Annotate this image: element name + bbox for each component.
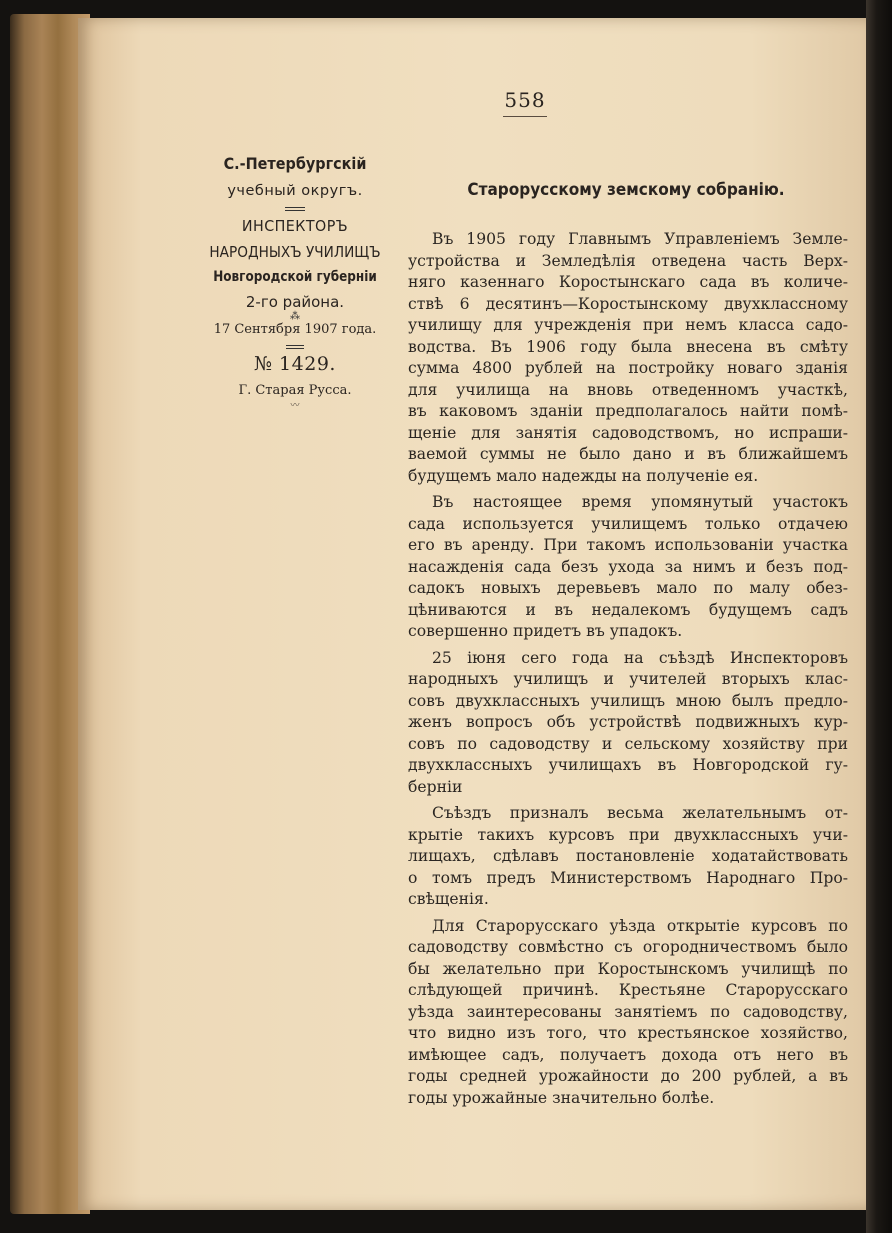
paragraph-line: свѣщенія. <box>408 890 489 908</box>
article-paragraph <box>408 229 848 487</box>
paragraph-line: ваемой суммы не было дано и въ ближайшемъ <box>408 445 848 463</box>
letterhead-divider-2 <box>286 345 304 349</box>
paragraph-line: совершенно придетъ въ упадокъ. <box>408 622 683 640</box>
paragraph-line: лищахъ, сдѣлавъ постановленіе ходатайствовать <box>408 847 848 865</box>
paragraph-line: женъ вопросъ объ устройствѣ подвижныхъ кур- <box>408 713 848 731</box>
paragraph-line: насажденія сада безъ ухода за нимъ и безъ под- <box>408 557 848 576</box>
paragraph-line: совъ двухклассныхъ училищъ мною былъ предло- <box>408 691 848 710</box>
paragraph-line: берніи <box>408 777 463 796</box>
article-paragraph <box>408 803 848 911</box>
article-paragraph <box>408 492 848 643</box>
book-right-edge <box>866 0 892 1233</box>
paragraph-line: училищу для учрежденія при немъ класса садо- <box>408 316 848 334</box>
paragraph-line: садоводству совмѣстно съ огородничествомъ было <box>408 938 848 956</box>
article-title: Старорусскому земскому собранію. <box>467 180 785 200</box>
letterhead-region: 2-го района. <box>245 293 345 311</box>
paragraph-line: двухклассныхъ училищахъ въ Новгородской гу- <box>408 756 848 774</box>
paragraph-line: о томъ предъ Министерствомъ Народнаго Про- <box>408 868 848 887</box>
paragraph-line: будущемъ мало надежды на полученіе ея. <box>408 466 759 485</box>
letterhead-district-2: учебный округъ. <box>227 183 363 199</box>
paragraph-line: его въ аренду. При такомъ использованіи участка <box>408 536 848 554</box>
paragraph-line: щеніе для занятія садоводствомъ, но испраши- <box>408 423 848 442</box>
paragraph-line: Съѣздъ призналъ весьма желательнымъ от- <box>432 804 848 822</box>
paragraph-line: 25 іюня сего года на съѣздѣ Инспекторовъ <box>432 648 848 667</box>
paragraph-line: годы средней урожайности до 200 рублей, а въ <box>408 1067 848 1085</box>
article-paragraph <box>408 916 848 1110</box>
ornament-icon: ⁂ <box>290 311 300 322</box>
article-body <box>408 229 848 1109</box>
paragraph-line: годы урожайные значительно болѣе. <box>408 1088 715 1107</box>
paragraph-line: устройства и Земледѣлія отведена часть Верх- <box>408 251 848 270</box>
paragraph-line: народныхъ училищъ и учителей вторыхъ клас- <box>408 670 848 688</box>
paragraph-line: садокъ новыхъ деревьевъ мало по малу обез- <box>408 579 848 597</box>
letterhead-schools: НАРОДНЫХЪ УЧИЛИЩЪ <box>209 243 381 261</box>
paragraph-line: сумма 4800 рублей на постройку новаго зданія <box>408 359 848 377</box>
paragraph-line: слѣдующей причинѣ. Крестьяне Старорусскаго <box>408 981 848 999</box>
paragraph-line: для училища на вновь отведенномъ участкѣ, <box>408 380 848 399</box>
letterhead-divider <box>285 207 305 211</box>
paragraph-line: сада используется училищемъ только отдачею <box>408 514 848 533</box>
paragraph-line: Для Старорусскаго уѣзда открытіе курсовъ по <box>432 916 848 935</box>
letterhead-province: Новгородской губерніи <box>213 269 377 285</box>
letterhead-inspector: ИНСПЕКТОРЪ <box>241 217 349 235</box>
paragraph-line: въ каковомъ зданіи предполагалось найти помѣ- <box>408 402 848 420</box>
paragraph-line: няго казеннаго Коростынскаго сада въ количе- <box>408 273 848 291</box>
page-number-underline <box>503 116 547 117</box>
letterhead-date: 17 Сентября 1907 года. <box>213 322 377 337</box>
paragraph-line: крытіе такихъ курсовъ при двухклассныхъ учи- <box>408 825 848 844</box>
paragraph-line: бы желательно при Коростынскомъ училищѣ по <box>408 959 848 978</box>
paragraph-line: Въ 1905 году Главнымъ Управленіемъ Земле- <box>432 230 848 248</box>
letterhead-place: Г. Старая Русса. <box>238 383 352 398</box>
paragraph-line: ствѣ 6 десятинъ—Коростынскому двухклассному <box>408 294 848 313</box>
paragraph-line: водства. Въ 1906 году была внесена въ смѣту <box>408 337 848 356</box>
paragraph-line: Въ настоящее время упомянутый участокъ <box>432 493 848 511</box>
letterhead-district: С.-Петербургскій <box>223 154 367 173</box>
paragraph-line: цѣниваются и въ недалекомъ будущемъ садъ <box>408 600 848 619</box>
paragraph-line: уѣзда заинтересованы занятіемъ по садоводству, <box>408 1002 848 1021</box>
page-number: 558 <box>504 88 546 112</box>
paragraph-line: имѣющее садъ, получаетъ дохода отъ него въ <box>408 1045 848 1064</box>
paragraph-line: что видно изъ того, что крестьянское хозяйство, <box>408 1024 848 1042</box>
letter-number: № 1429. <box>254 353 336 375</box>
article-paragraph <box>408 648 848 799</box>
tilde-ornament-icon: 〰 <box>290 401 300 411</box>
letterhead-column <box>195 154 395 411</box>
paragraph-line: совъ по садоводству и сельскому хозяйству при <box>408 734 848 753</box>
